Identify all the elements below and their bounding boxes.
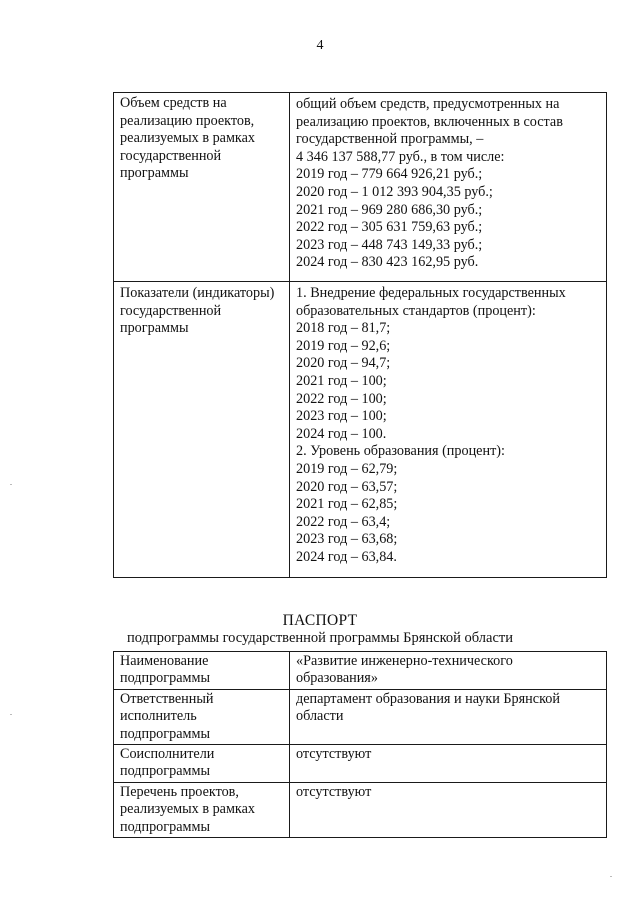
passport-subtitle: подпрограммы государственной программы Брянской области — [126, 630, 513, 646]
indicators-value-line: 2020 год – 94,7; — [296, 355, 391, 372]
funding-label-line: реализуемых в рамках — [120, 130, 256, 147]
subprogram-name-row — [114, 652, 607, 690]
funding-label-line: государственной — [120, 147, 222, 164]
indicators-value-line: 2019 год – 92,6; — [296, 337, 391, 354]
projects-value-line: отсутствуют — [296, 783, 372, 800]
executor-label-cell — [114, 689, 290, 744]
projects-label-cell — [114, 782, 290, 837]
funding-label-line: реализацию проектов, — [120, 112, 255, 129]
subprogram-name-label-cell — [114, 652, 290, 690]
co-executors-label-cell — [114, 745, 290, 783]
indicators-value-line: 2022 год – 63,4; — [296, 513, 391, 530]
subprogram-name-value-cell — [290, 652, 607, 690]
indicators-label-cell — [114, 282, 290, 578]
indicators-value-cell — [290, 282, 607, 578]
funding-label-line: Объем средств на — [120, 95, 227, 111]
funding-value-line: 2021 год – 969 280 686,30 руб.; — [296, 201, 483, 218]
executor-value-cell — [290, 689, 607, 744]
projects-label-line: реализуемых в рамках — [120, 801, 256, 818]
indicators-value-line: 2022 год – 100; — [296, 390, 387, 407]
indicators-value-line: 2023 год – 63,68; — [296, 531, 398, 548]
funding-label-line: программы — [120, 165, 189, 182]
indicators-value-line: 2023 год – 100; — [296, 408, 387, 425]
indicators-label-line: государственной — [120, 302, 222, 319]
subprogram-name-value-line: образования» — [296, 670, 378, 687]
indicators-value-line: 2. Уровень образования (процент): — [296, 443, 505, 460]
funding-value-cell — [290, 93, 607, 282]
executor-row — [114, 689, 607, 744]
projects-value-cell — [290, 782, 607, 837]
projects-label-line: Перечень проектов, — [120, 783, 239, 800]
co-executors-value-cell — [290, 745, 607, 783]
indicators-value-line: 2018 год – 81,7; — [296, 320, 391, 337]
indicators-label-line: Показатели (индикаторы) — [120, 285, 275, 301]
scan-mark — [10, 484, 12, 485]
funding-value-line: общий объем средств, предусмотренных на — [296, 96, 560, 112]
scan-mark — [10, 714, 12, 715]
funding-value-line: 2020 год – 1 012 393 904,35 руб.; — [296, 183, 493, 200]
funding-value-line: 2023 год – 448 743 149,33 руб.; — [296, 236, 483, 253]
indicators-value-line: 2021 год – 62,85; — [296, 496, 398, 513]
scan-mark — [610, 876, 612, 877]
subprogram-name-label-line: подпрограммы — [120, 670, 210, 687]
projects-label-line: подпрограммы — [120, 818, 210, 835]
indicators-row — [114, 282, 607, 578]
indicators-value-line: 2020 год – 63,57; — [296, 478, 398, 495]
indicators-value-line: 2019 год – 62,79; — [296, 460, 398, 477]
subprogram-name-label-line: Наименование — [120, 653, 209, 669]
co-executors-label-line: подпрограммы — [120, 763, 210, 780]
funding-value-line: реализацию проектов, включенных в состав — [296, 113, 563, 130]
page-number: 4 — [316, 38, 324, 53]
subprogram-passport-table — [113, 651, 607, 838]
indicators-label-line: программы — [120, 320, 189, 337]
funding-row — [114, 93, 607, 282]
funding-value-line: 4 346 137 588,77 руб., в том числе: — [296, 148, 505, 165]
co-executors-label-line: Соисполнители — [120, 746, 215, 763]
indicators-value-line: 2021 год – 100; — [296, 372, 387, 389]
funding-value-line: 2024 год – 830 423 162,95 руб. — [296, 254, 479, 271]
co-executors-row — [114, 745, 607, 783]
indicators-value-line: 2024 год – 63,84. — [296, 548, 397, 565]
funding-label-cell — [114, 93, 290, 282]
passport-title: ПАСПОРТ — [282, 612, 358, 629]
program-table — [113, 92, 607, 578]
funding-value-line: государственной программы, – — [296, 131, 484, 148]
executor-label-line: Ответственный — [120, 690, 214, 707]
subprogram-name-value-line: «Развитие инженерно-технического — [296, 653, 513, 669]
funding-value-line: 2019 год – 779 664 926,21 руб.; — [296, 166, 483, 183]
indicators-value-line: 1. Внедрение федеральных государственных — [296, 285, 566, 301]
funding-value-line: 2022 год – 305 631 759,63 руб.; — [296, 219, 483, 236]
executor-value-line: департамент образования и науки Брянской — [296, 690, 560, 707]
executor-label-line: исполнитель — [120, 708, 197, 725]
co-executors-value-line: отсутствуют — [296, 746, 372, 763]
executor-label-line: подпрограммы — [120, 725, 210, 742]
indicators-value-line: образовательных стандартов (процент): — [296, 302, 536, 319]
projects-row — [114, 782, 607, 837]
indicators-value-line: 2024 год – 100. — [296, 425, 387, 442]
executor-value-line: области — [296, 708, 344, 725]
